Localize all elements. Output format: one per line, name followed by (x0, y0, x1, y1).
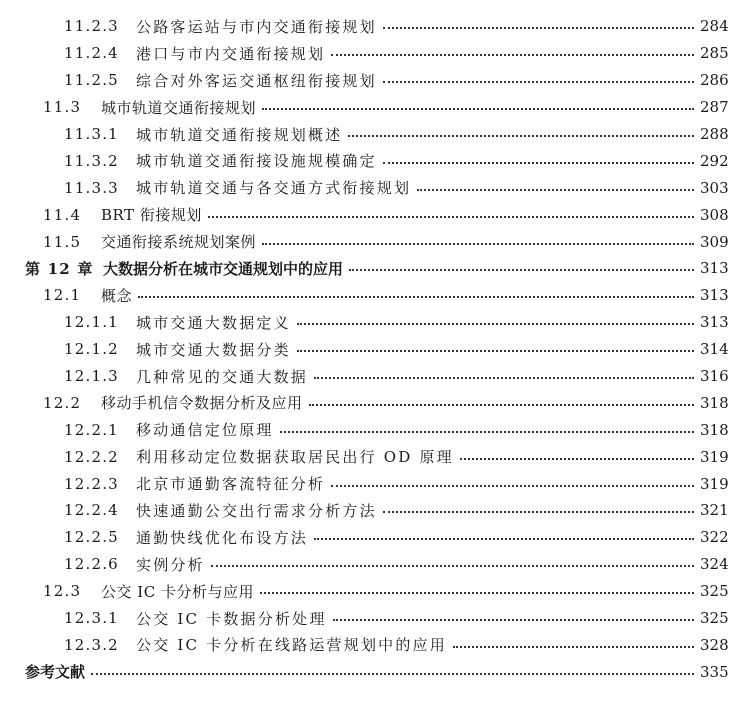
dot-leader (453, 646, 694, 648)
toc-page-number: 288 (700, 125, 729, 143)
dot-leader (348, 135, 694, 137)
toc-page-number: 325 (700, 582, 729, 601)
dot-leader (309, 404, 694, 406)
toc-entry-title: 城市交通大数据定义 (136, 313, 291, 332)
toc-entry-number: 12.2.4 (64, 501, 119, 520)
toc-section-row[interactable] (0, 94, 750, 121)
dot-leader (349, 269, 694, 271)
toc-chapter-row[interactable] (0, 658, 750, 685)
toc-page-number: 324 (700, 555, 729, 574)
toc-page-number: 319 (700, 447, 729, 466)
toc-subsection-row[interactable] (0, 121, 750, 148)
dot-leader (417, 189, 694, 191)
toc-entry-number: 12.3.1 (64, 609, 119, 628)
toc-page-number: 303 (700, 178, 729, 197)
toc-entry-number: 12.1.3 (64, 367, 119, 386)
toc-entry-number: 11.2.3 (64, 17, 119, 36)
toc-entry (43, 282, 728, 309)
toc-entry-number: 11.3 (43, 98, 82, 117)
toc-page-number: 287 (700, 98, 729, 117)
toc-entry-title: 移动通信定位原理 (136, 421, 274, 440)
toc-entry-title: 大数据分析在城市交通规划中的应用 (103, 259, 344, 278)
toc-entry (64, 40, 728, 67)
toc-entry-title: 概念 (101, 286, 133, 305)
toc-entry (64, 470, 728, 497)
toc-entry-title: 移动手机信令数据分析及应用 (101, 394, 303, 413)
toc-entry (43, 201, 728, 228)
toc-page-number: 319 (700, 474, 729, 493)
toc-entry-title: 利用移动定位数据获取居民出行 OD 原理 (136, 448, 454, 467)
toc-page-number: 322 (700, 528, 729, 547)
toc-entry-title: 通勤快线优化布设方法 (136, 528, 309, 547)
toc-entry-number: 第 12 章 (25, 259, 94, 278)
toc-entry-number: 12.2 (43, 393, 82, 412)
toc-entry (25, 658, 728, 685)
toc-page-number: 313 (700, 259, 729, 278)
dot-leader (460, 458, 694, 460)
dot-leader (91, 673, 694, 675)
toc-entry-number: 12.2.5 (64, 528, 119, 547)
dot-leader (333, 619, 694, 621)
toc-entry-title: 公路客运站与市内交通衔接规划 (136, 17, 377, 36)
toc-entry-title: 综合对外客运交通枢纽衔接规划 (136, 71, 377, 90)
toc-chapter-row[interactable] (0, 255, 750, 282)
dot-leader (208, 216, 694, 218)
toc-entry (64, 13, 728, 40)
toc-page-number: 316 (700, 367, 729, 386)
toc-subsection-row[interactable] (0, 524, 750, 551)
toc-entry-number: 12.3 (43, 582, 82, 601)
toc-entry-number: 12.1.2 (64, 340, 119, 359)
toc-entry-title: 城市交通大数据分类 (136, 340, 291, 359)
toc-section-row[interactable] (0, 389, 750, 416)
toc-entry-title: 城市轨道交通与各交通方式衔接规划 (136, 179, 412, 198)
toc-entry (43, 578, 728, 605)
toc-section-row[interactable] (0, 282, 750, 309)
dot-leader (331, 54, 694, 56)
toc-entry (64, 309, 728, 336)
dot-leader (297, 323, 694, 325)
toc-entry-number: 12.2.6 (64, 555, 119, 574)
toc-subsection-row[interactable] (0, 497, 750, 524)
toc-entry-number: 12.1.1 (64, 313, 119, 332)
dot-leader (331, 485, 694, 487)
dot-leader (280, 431, 694, 433)
toc-page-number: 309 (700, 232, 729, 251)
toc-subsection-row[interactable] (0, 605, 750, 632)
toc-page-number: 285 (700, 44, 729, 63)
toc-entry (64, 497, 728, 524)
dot-leader (383, 511, 694, 513)
table-of-contents (0, 13, 750, 685)
toc-page-number: 318 (700, 393, 729, 412)
toc-entry-title: 实例分析 (136, 555, 205, 574)
toc-entry (64, 416, 728, 443)
toc-page-number: 313 (700, 313, 729, 332)
toc-entry-title: 公交 IC 卡数据分析处理 (136, 609, 327, 628)
toc-page-number: 335 (700, 662, 729, 681)
toc-entry (64, 524, 728, 551)
toc-subsection-row[interactable] (0, 470, 750, 497)
toc-entry-title: 公交 IC 卡分析与应用 (101, 582, 254, 601)
toc-subsection-row[interactable] (0, 336, 750, 363)
toc-entry-number: 12.2.3 (64, 474, 119, 493)
toc-entry-number: 11.5 (43, 232, 82, 251)
toc-entry-title: 北京市通勤客流特征分析 (136, 475, 326, 494)
toc-entry-title: 港口与市内交通衔接规划 (136, 44, 326, 63)
toc-entry (64, 631, 728, 658)
dot-leader (314, 538, 694, 540)
toc-entry (64, 443, 728, 470)
toc-entry-title: 公交 IC 卡分析在线路运营规划中的应用 (136, 636, 447, 655)
toc-subsection-row[interactable] (0, 309, 750, 336)
dot-leader (297, 350, 694, 352)
toc-entry-number: 11.3.3 (64, 178, 119, 197)
toc-subsection-row[interactable] (0, 363, 750, 390)
toc-entry-title: 城市轨道交通衔接设施规模确定 (136, 152, 377, 171)
toc-entry (64, 551, 728, 578)
toc-entry-title: 几种常见的交通大数据 (136, 367, 309, 386)
toc-subsection-row[interactable] (0, 631, 750, 658)
toc-subsection-row[interactable] (0, 40, 750, 67)
toc-entry-number: 11.4 (43, 205, 82, 224)
toc-entry-title: 城市轨道交通衔接规划概述 (136, 125, 343, 144)
toc-subsection-row[interactable] (0, 13, 750, 40)
toc-section-row[interactable] (0, 201, 750, 228)
toc-page-number: 328 (700, 635, 729, 654)
dot-leader (383, 27, 694, 29)
toc-page-number: 308 (700, 205, 729, 224)
toc-subsection-row[interactable] (0, 147, 750, 174)
dot-leader (260, 592, 694, 594)
toc-entry-title: 交通衔接系统规划案例 (101, 233, 257, 252)
toc-page-number: 286 (700, 71, 729, 90)
dot-leader (314, 377, 694, 379)
toc-entry (25, 255, 728, 282)
dot-leader (138, 296, 694, 298)
toc-page-number: 313 (700, 286, 729, 305)
toc-entry-title: 城市轨道交通衔接规划 (101, 98, 257, 117)
toc-subsection-row[interactable] (0, 67, 750, 94)
toc-entry (64, 121, 728, 148)
toc-section-row[interactable] (0, 228, 750, 255)
toc-entry (64, 605, 728, 632)
dot-leader (383, 162, 694, 164)
toc-entry (64, 363, 728, 390)
toc-entry (43, 94, 728, 121)
dot-leader (262, 243, 694, 245)
toc-entry-number: 12.2.1 (64, 420, 119, 439)
toc-subsection-row[interactable] (0, 551, 750, 578)
toc-entry (64, 336, 728, 363)
toc-section-row[interactable] (0, 578, 750, 605)
toc-entry-title: 参考文献 (25, 663, 86, 682)
toc-page-number: 321 (700, 501, 729, 520)
toc-entry (64, 174, 728, 201)
toc-entry-number: 11.3.1 (64, 125, 119, 143)
toc-page-number: 314 (700, 340, 729, 359)
toc-page-number: 318 (700, 420, 729, 439)
toc-entry (43, 389, 728, 416)
toc-entry-number: 12.2.2 (64, 447, 119, 466)
dot-leader (211, 565, 694, 567)
toc-entry-number: 12.3.2 (64, 635, 119, 654)
toc-subsection-row[interactable] (0, 174, 750, 201)
toc-entry-number: 11.2.5 (64, 71, 119, 90)
toc-entry-number: 11.2.4 (64, 44, 119, 63)
toc-subsection-row[interactable] (0, 416, 750, 443)
toc-entry (64, 67, 728, 94)
toc-entry (43, 228, 728, 255)
toc-subsection-row[interactable] (0, 443, 750, 470)
toc-entry-number: 11.3.2 (64, 151, 119, 170)
dot-leader (262, 108, 694, 110)
toc-page-number: 292 (700, 151, 729, 170)
toc-page-number: 284 (700, 17, 729, 36)
toc-entry (64, 147, 728, 174)
toc-page-number: 325 (700, 609, 729, 628)
dot-leader (383, 81, 694, 83)
toc-entry-title: BRT 衔接规划 (101, 206, 202, 225)
toc-entry-number: 12.1 (43, 286, 82, 305)
toc-entry-title: 快速通勤公交出行需求分析方法 (136, 501, 377, 520)
